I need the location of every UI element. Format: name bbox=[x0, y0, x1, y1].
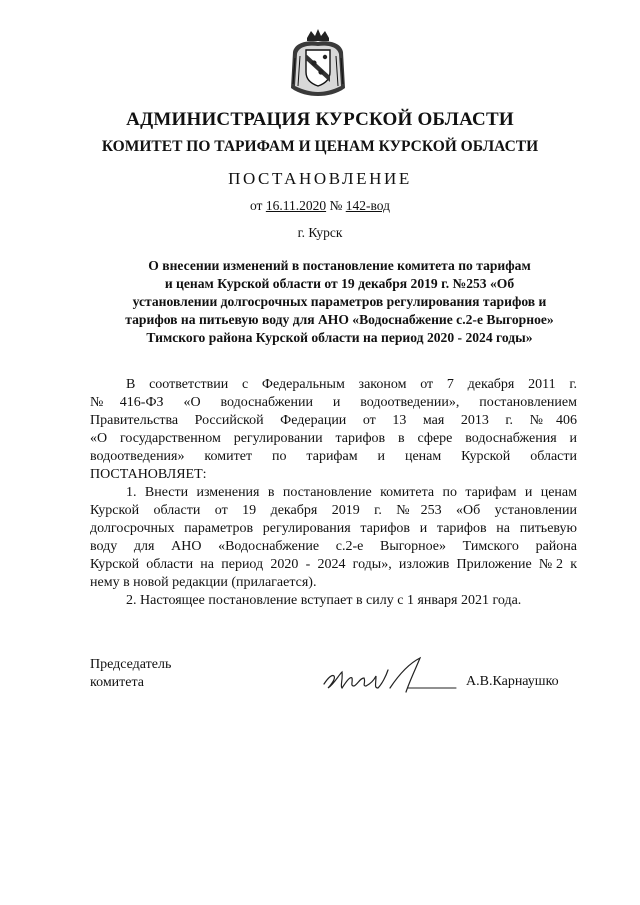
document-subject bbox=[98, 257, 581, 347]
administration-title: АДМИНИСТРАЦИЯ КУРСКОЙ ОБЛАСТИ bbox=[126, 109, 514, 130]
document-date: 16.11.2020 bbox=[265, 198, 327, 213]
coat-of-arms-icon bbox=[287, 28, 349, 98]
document-date-number bbox=[0, 198, 640, 214]
document-body bbox=[90, 376, 577, 610]
item-1-line: нему в новой редакции (прилагается). bbox=[90, 575, 317, 590]
handwritten-signature bbox=[320, 654, 460, 698]
subject-line: тарифов на питьевую воду для АНО «Водоснабжение с.2-е Выгорное» bbox=[125, 312, 554, 327]
position-line: комитета bbox=[90, 675, 145, 690]
position-line: Председатель bbox=[90, 657, 172, 672]
signatory-position bbox=[90, 656, 171, 692]
item-1-line: Курской области на период 2020 - 2024 годы», изложив Приложение №2 к bbox=[90, 557, 577, 572]
preamble-line: №416-ФЗ «О водоснабжении и водоотведении», постановлением bbox=[90, 395, 577, 410]
preamble-line: В соответствии с Федеральным законом от 7 декабря 2011 г. bbox=[126, 377, 577, 392]
subject-line: О внесении изменений в постановление комитета по тарифам bbox=[148, 258, 531, 273]
subject-line: установлении долгосрочных параметров регулирования тарифов и bbox=[132, 294, 547, 309]
signatory-name: А.В.Карнаушко bbox=[466, 674, 559, 689]
item-1-line: 1. Внести изменения в постановление комитета по тарифам и ценам bbox=[126, 485, 577, 500]
committee-title: КОМИТЕТ ПО ТАРИФАМ И ЦЕНАМ КУРСКОЙ ОБЛАСТИ bbox=[101, 138, 539, 155]
item-1-line: долгосрочных параметров регулирования тарифов и тарифов на питьевую bbox=[90, 521, 577, 536]
number-prefix: № bbox=[329, 198, 343, 213]
preamble-line: «О государственном регулировании тарифов в сфере водоснабжения и bbox=[90, 431, 577, 446]
subject-line: и ценам Курской области от 19 декабря 2019 г. №253 «Об bbox=[164, 276, 515, 291]
document-type: ПОСТАНОВЛЕНИЕ bbox=[228, 169, 412, 188]
preamble-line: ПОСТАНОВЛЯЕТ: bbox=[90, 467, 207, 482]
preamble-line: водоотведения» комитет по тарифам и ценам Курской области bbox=[90, 449, 577, 464]
item-1-line: воду для АНО «Водоснабжение с.2-е Выгорное» Тимского района bbox=[90, 539, 577, 554]
date-prefix: от bbox=[249, 198, 263, 213]
document-number: 142-вод bbox=[345, 198, 390, 213]
city: г. Курск bbox=[297, 225, 343, 240]
item-2: 2. Настоящее постановление вступает в силу с 1 января 2021 года. bbox=[126, 593, 522, 608]
preamble-line: Правительства Российской Федерации от 13 мая 2013 г. №406 bbox=[90, 413, 577, 428]
item-1-line: Курской области от 19 декабря 2019 г. №253 «Об установлении bbox=[90, 503, 577, 518]
subject-line: Тимского района Курской области на период 2020 - 2024 годы» bbox=[146, 330, 533, 345]
